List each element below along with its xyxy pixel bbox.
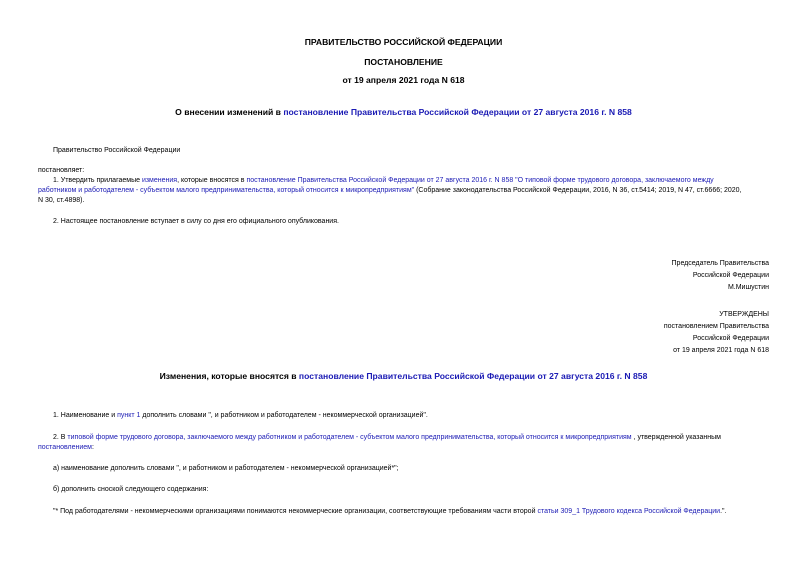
- approval-line-3: Российской Федерации: [692, 335, 769, 342]
- paragraph-1-line-3: N 30, ст.4898).: [38, 197, 85, 204]
- p1-text-b: , которые вносятся в: [177, 177, 247, 184]
- c2-link-form[interactable]: типовой форме трудового договора, заключаемого между работником и работодателем - субъектом малого предпринимательства, который относится к микропредприятиям: [67, 434, 632, 441]
- paragraph-1-line-2: [38, 186, 742, 196]
- document-title: [0, 107, 807, 117]
- changes-title: [0, 371, 807, 381]
- c5-text-a: "* Под работодателями - некоммерческими организациями понимаются некоммерческие организации, соответствующие требованиям части второй: [53, 508, 538, 515]
- p1-text-c: (Собрание законодательства Российской Федерации, 2016, N 36, ст.5414; 2019, N 47, ст.6666; 2020,: [414, 187, 742, 194]
- document-date: от 19 апреля 2021 года N 618: [342, 75, 465, 85]
- change-2-line-1: [53, 433, 721, 443]
- approval-line-2: постановлением Правительства: [663, 323, 769, 330]
- paragraph-1-line-1: [53, 176, 769, 186]
- c2-text-a: 2. В: [53, 434, 68, 441]
- signature-country: Российской Федерации: [692, 272, 769, 279]
- c1-text-a: 1. Наименование и: [53, 412, 118, 419]
- approval-date: от 19 апреля 2021 года N 618: [673, 347, 769, 354]
- government-heading: ПРАВИТЕЛЬСТВО РОССИЙСКОЙ ФЕДЕРАЦИИ: [304, 37, 503, 47]
- c5-text-b: .".: [720, 508, 727, 515]
- signature-block: [672, 258, 769, 294]
- p1-text-a: 1. Утвердить прилагаемые: [53, 177, 142, 184]
- change-5: [53, 507, 726, 517]
- decides-label: постановляет:: [38, 167, 85, 174]
- c2-text-c: :: [91, 444, 94, 451]
- approval-heading: УТВЕРЖДЕНЫ: [719, 311, 769, 318]
- title-link[interactable]: постановление Правительства Российской Федерации от 27 августа 2016 г. N 858: [283, 107, 632, 117]
- paragraph-2: 2. Настоящее постановление вступает в силу со дня его официального опубликования.: [53, 218, 339, 225]
- changes-title-link[interactable]: постановление Правительства Российской Федерации от 27 августа 2016 г. N 858: [298, 371, 648, 381]
- c2-link-resolution[interactable]: постановлением: [38, 444, 92, 451]
- approval-block: [664, 309, 769, 357]
- p1-link-resolution-cont[interactable]: работником и работодателем - субъектом малого предпринимательства, который относится к микропредприятиям": [38, 187, 415, 194]
- c1-link-clause[interactable]: пункт 1: [117, 412, 141, 419]
- change-4: б) дополнить сноской следующего содержания:: [53, 486, 209, 493]
- p1-link-resolution[interactable]: постановление Правительства Российской Федерации от 27 августа 2016 г. N 858 "О типовой форме трудового договора, заключаемого между: [246, 177, 714, 184]
- change-1: [53, 411, 428, 421]
- c2-text-b: , утвержденной указанным: [631, 434, 721, 441]
- changes-title-prefix: Изменения, которые вносятся в: [159, 371, 299, 381]
- signature-name: М.Мишустин: [727, 284, 769, 291]
- title-prefix: О внесении изменений в: [175, 107, 284, 117]
- p1-link-changes[interactable]: изменения: [141, 177, 178, 184]
- c1-text-b: дополнить словами ", и работником и работодателем - некоммерческой организацией".: [140, 412, 428, 419]
- document-type-heading: ПОСТАНОВЛЕНИЕ: [364, 57, 443, 67]
- change-2-line-2: [38, 443, 94, 453]
- government-name: Правительство Российской Федерации: [53, 147, 181, 154]
- signature-position: Председатель Правительства: [671, 260, 769, 267]
- change-3: а) наименование дополнить словами ", и работником и работодателем - некоммерческой организацией*";: [53, 465, 399, 472]
- c5-link-labor-code[interactable]: статьи 309_1 Трудового кодекса Российской Федерации: [537, 508, 721, 515]
